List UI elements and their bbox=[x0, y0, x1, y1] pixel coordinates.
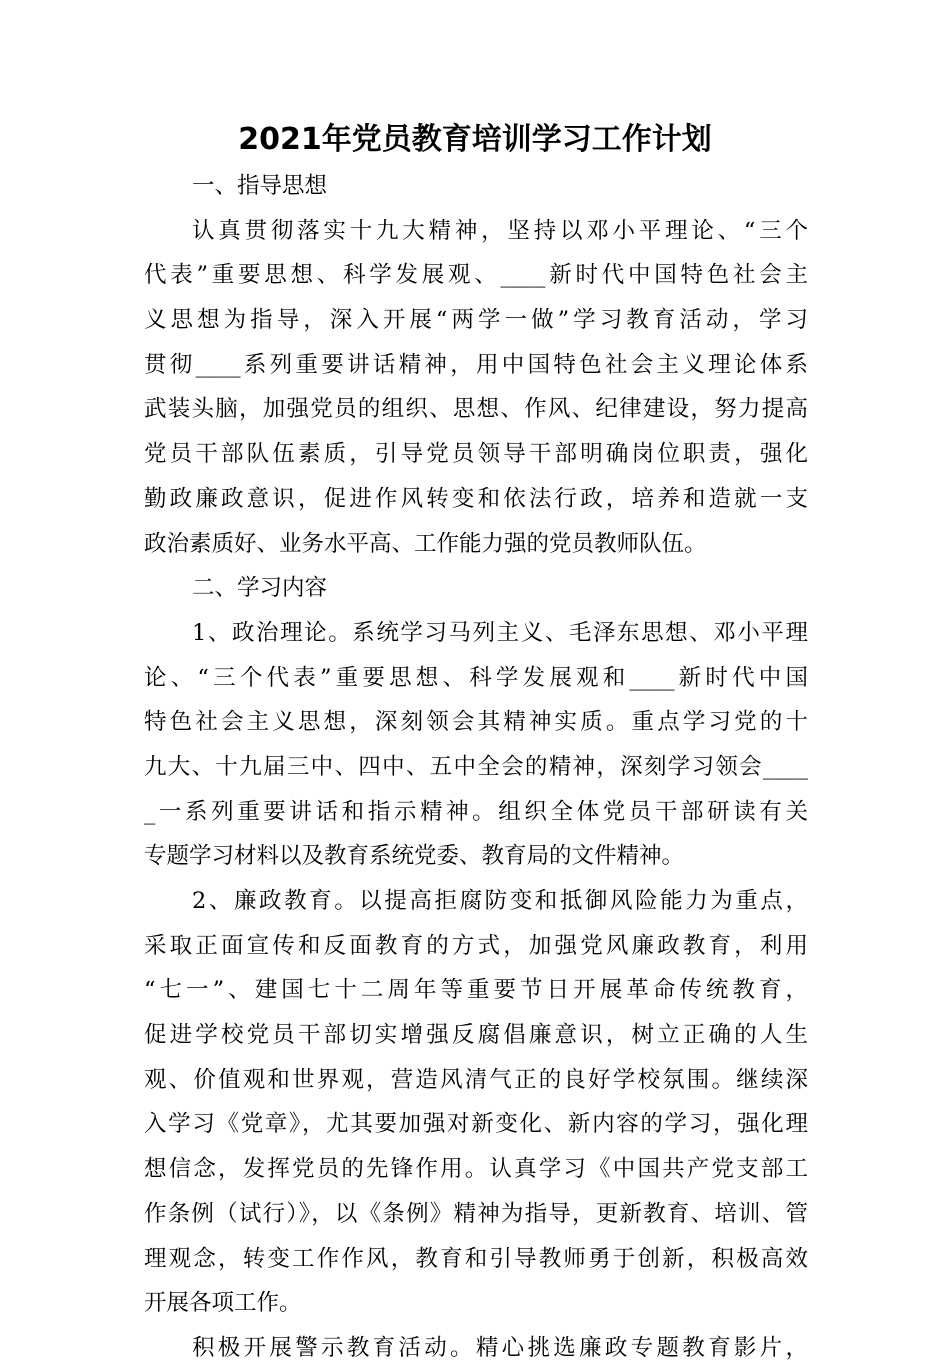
paragraph-line: 认真贯彻落实十九大精神，坚持以邓小平理论、“三个 bbox=[192, 217, 808, 244]
paragraph-line: 理观念，转变工作作风，教育和引导教师勇于创新，积极高效 bbox=[144, 1245, 808, 1272]
paragraph-line: 采取正面宣传和反面教育的方式，加强党风廉政教育，利用 bbox=[144, 932, 808, 959]
paragraph-line: 党员干部队伍素质，引导党员领导干部明确岗位职责，强化 bbox=[144, 441, 808, 468]
paragraph-line: 促进学校党员干部切实增强反腐倡廉意识，树立正确的人生 bbox=[144, 1022, 808, 1049]
paragraph-line: “七一”、建国七十二周年等重要节日开展革命传统教育， bbox=[144, 977, 808, 1004]
paragraph-line: 作条例（试行）》，以《条例》精神为指导，更新教育、培训、管 bbox=[144, 1200, 808, 1227]
document-body bbox=[144, 164, 808, 1371]
paragraph-line: 论、“三个代表”重要思想、科学发展观和____新时代中国 bbox=[144, 664, 808, 691]
paragraph-line: 专题学习材料以及教育系统党委、教育局的文件精神。 bbox=[144, 843, 685, 870]
paragraph-line: 义思想为指导，深入开展“两学一做”学习教育活动，学习 bbox=[144, 307, 808, 334]
paragraph-line: 特色社会主义思想，深刻领会其精神实质。重点学习党的十 bbox=[144, 709, 808, 736]
section-heading-study-content: 二、学习内容 bbox=[192, 575, 328, 602]
paragraph-line: 武装头脑，加强党员的组织、思想、作风、纪律建设，努力提高 bbox=[144, 396, 808, 423]
paragraph-line: 2、廉政教育。以提高拒腐防变和抵御风险能力为重点， bbox=[192, 888, 808, 914]
paragraph-line: 九大、十九届三中、四中、五中全会的精神，深刻学习领会____ bbox=[144, 753, 808, 780]
paragraph-line: 想信念，发挥党员的先锋作用。认真学习《中国共产党支部工 bbox=[144, 1156, 808, 1183]
paragraph-line: 1、政治理论。系统学习马列主义、毛泽东思想、邓小平理 bbox=[192, 619, 808, 646]
section-heading-guiding-thought: 一、指导思想 bbox=[192, 173, 328, 199]
document-title: 2021年党员教育培训学习工作计划 bbox=[238, 122, 712, 157]
paragraph-line: 贯彻____系列重要讲话精神，用中国特色社会主义理论体系 bbox=[144, 351, 808, 378]
paragraph-line: 观、价值观和世界观，营造风清气正的良好学校氛围。继续深 bbox=[144, 1066, 808, 1093]
paragraph-line: 开展各项工作。 bbox=[144, 1290, 302, 1317]
paragraph-line: 入学习《党章》，尤其要加强对新变化、新内容的学习，强化理 bbox=[144, 1111, 808, 1138]
paragraph-line: 代表”重要思想、科学发展观、____新时代中国特色社会主 bbox=[144, 262, 808, 289]
paragraph-line: 勤政廉政意识，促进作风转变和依法行政，培养和造就一支 bbox=[144, 485, 808, 512]
paragraph-line: 积极开展警示教育活动。精心挑选廉政专题教育影片， bbox=[192, 1334, 808, 1361]
paragraph-line: _一系列重要讲话和指示精神。组织全体党员干部研读有关 bbox=[144, 798, 808, 825]
paragraph-line: 政治素质好、业务水平高、工作能力强的党员教师队伍。 bbox=[144, 530, 707, 557]
